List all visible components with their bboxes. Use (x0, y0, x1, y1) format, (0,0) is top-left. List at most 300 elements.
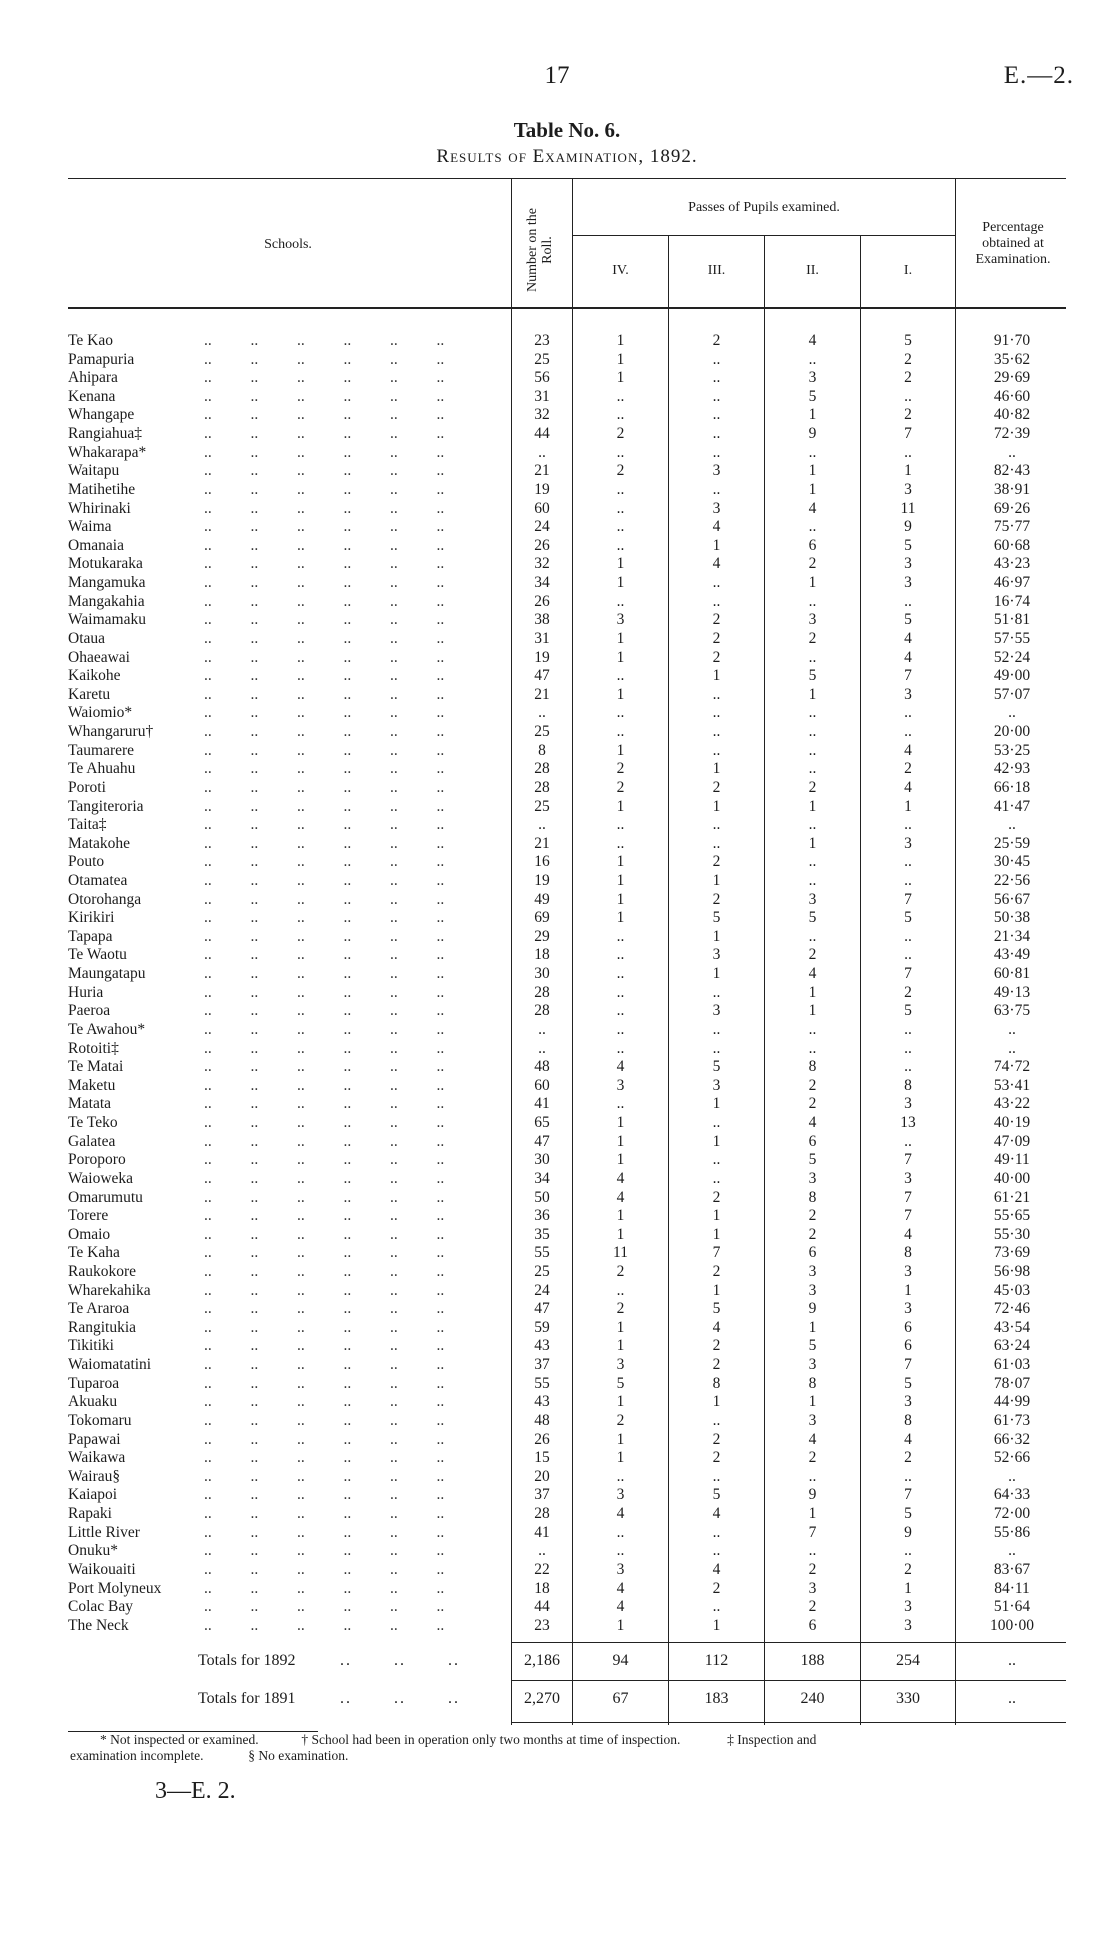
pass-iii-cell: .. (712, 685, 721, 703)
leader-dots: .. .. .. .. .. .. (204, 1188, 445, 1206)
roll-cell: 47 (534, 1300, 550, 1318)
table-row (0, 1449, 1114, 1468)
pass-iv-cell: 4 (616, 1188, 625, 1206)
leader-dots: .. .. .. .. .. .. (204, 1430, 445, 1448)
table-row (0, 928, 1114, 947)
table-row (0, 332, 1114, 351)
totals-bottom-rule (512, 1722, 1066, 1723)
pass-i-cell: 3 (904, 1169, 912, 1187)
leader-dots: .. .. .. .. .. .. (204, 1523, 445, 1541)
pass-i-cell: 8 (904, 1244, 912, 1262)
pass-iii-cell: 3 (712, 946, 721, 964)
roll-cell: .. (538, 443, 546, 461)
table-row (0, 500, 1114, 519)
pass-iv-cell: 1 (616, 1318, 625, 1336)
school-name: Tapapa (68, 927, 113, 945)
roll-column-header-text: Number on the Roll. (525, 208, 555, 292)
pass-iv-cell: 3 (616, 1076, 625, 1094)
pass-ii-cell: 1 (808, 983, 817, 1001)
pass-iv-cell: 1 (616, 1225, 625, 1243)
percentage-cell: 41·47 (993, 797, 1031, 815)
pass-iv-cell: 1 (616, 555, 625, 573)
roll-cell: 23 (534, 1616, 550, 1634)
pass-ii-cell: 6 (808, 1132, 817, 1150)
pass-iii-cell: .. (712, 1542, 721, 1560)
pass-iii-cell: .. (712, 1523, 721, 1541)
leader-dots: .. .. .. .. .. .. (204, 927, 445, 945)
pass-ii-cell: 1 (808, 1318, 817, 1336)
percentage-column-header: Percentage obtained at Examination. (975, 220, 1051, 267)
header-bottom-rule (68, 307, 1066, 309)
pass-iii-cell: 4 (712, 1505, 721, 1523)
percentage-cell: .. (1008, 1467, 1016, 1485)
pass-iii-cell: 2 (712, 778, 721, 796)
pass-i-cell: 7 (904, 1356, 912, 1374)
percentage-cell: 40·19 (993, 1114, 1031, 1132)
pass-iv-cell: 2 (616, 1300, 625, 1318)
leader-dots: .. .. .. .. .. .. (204, 1020, 445, 1038)
school-name: Mangakahia (68, 592, 145, 610)
table-row (0, 351, 1114, 370)
pass-i-cell: 3 (904, 555, 912, 573)
pass-ii-cell: 3 (808, 1411, 817, 1429)
totals-iii: 183 (704, 1690, 729, 1707)
pass-iv-cell: .. (616, 1039, 625, 1057)
roll-cell: 21 (534, 462, 550, 480)
school-name: Otorohanga (68, 890, 142, 908)
table-row (0, 1151, 1114, 1170)
pass-i-cell: 1 (904, 462, 912, 480)
percentage-cell: 42·93 (993, 760, 1031, 778)
roll-cell: 43 (534, 1393, 550, 1411)
table-row (0, 1002, 1114, 1021)
school-name: Ohaeawai (68, 648, 130, 666)
roll-cell: 19 (534, 480, 550, 498)
pass-i-cell: 4 (904, 648, 912, 666)
totals-roll: 2,186 (524, 1652, 560, 1669)
leader-dots: .. .. .. .. .. .. (204, 1095, 445, 1113)
pass-ii-cell: .. (808, 443, 817, 461)
percentage-cell: 72·39 (993, 425, 1031, 443)
pass-i-cell: 3 (904, 685, 912, 703)
pass-iv-cell: .. (616, 946, 625, 964)
pass-ii-cell: 1 (808, 462, 817, 480)
pass-iv-cell: 1 (616, 574, 625, 592)
table-row (0, 1580, 1114, 1599)
pass-i-cell: 5 (904, 536, 912, 554)
pass-ii-cell: 3 (808, 1263, 817, 1280)
pass-ii-cell: 8 (808, 1188, 817, 1206)
percentage-cell: 66·18 (993, 778, 1031, 796)
school-name: Whangaruru† (68, 723, 154, 741)
roll-cell: 31 (534, 387, 550, 405)
pass-i-cell: 3 (904, 1393, 912, 1411)
percentage-cell: 84·11 (994, 1579, 1030, 1597)
leader-dots: .. .. .. .. .. .. (204, 1393, 445, 1411)
percentage-cell: 73·69 (993, 1244, 1031, 1262)
pass-iii-cell: 2 (712, 890, 721, 908)
pass-ii-cell: 2 (808, 1095, 817, 1113)
pass-iv-cell: .. (616, 983, 625, 1001)
leader-dots: .. .. .. .. .. .. (204, 965, 445, 983)
roll-cell: 15 (534, 1449, 550, 1467)
pass-i-cell: 5 (904, 1505, 912, 1523)
pass-iv-cell: .. (616, 387, 625, 405)
pass-iii-cell: 1 (712, 927, 721, 945)
table-row (0, 779, 1114, 798)
percentage-cell: 63·75 (993, 1002, 1031, 1020)
school-name: Akuaku (68, 1393, 118, 1411)
passes-column-header: Passes of Pupils examined. (688, 200, 840, 215)
footnote-incomplete-a: ‡ Inspection and (727, 1732, 817, 1747)
school-name: Matihetihe (68, 480, 136, 498)
table-row (0, 574, 1114, 593)
footnote-incomplete-b: examination incomplete. (70, 1748, 204, 1763)
school-name: Matata (68, 1095, 112, 1113)
school-name: Maungatapu (68, 965, 146, 983)
pass-iv-cell: 1 (616, 1430, 625, 1448)
pass-ii-cell: 9 (808, 425, 817, 443)
pass-ii-cell: 4 (808, 1114, 817, 1132)
school-name: Colac Bay (68, 1598, 133, 1616)
leader-dots: .. .. .. .. .. .. (204, 1225, 445, 1243)
pass-iv-cell: 1 (616, 797, 625, 815)
table-row (0, 1226, 1114, 1245)
footnote-line-2 (70, 1748, 1050, 1763)
school-name: Omaio (68, 1225, 111, 1243)
leader-dots: .. .. .. .. .. .. (204, 574, 445, 592)
roll-cell: 55 (534, 1244, 550, 1262)
pass-iii-cell: .. (712, 1467, 721, 1485)
pass-i-cell: 5 (904, 1002, 912, 1020)
pass-i-cell: .. (904, 387, 912, 405)
school-name: Tuparoa (68, 1374, 120, 1392)
pass-iii-cell: .. (712, 816, 721, 834)
pass-ii-cell: 1 (808, 797, 817, 815)
roll-cell: 26 (534, 1430, 550, 1448)
table-row (0, 760, 1114, 779)
pass-iv-cell: .. (616, 965, 625, 983)
school-name: Te Kao (68, 332, 113, 349)
pass-i-cell: 3 (904, 1263, 912, 1280)
roll-cell: .. (538, 704, 546, 722)
school-name: Waiomio* (68, 704, 133, 722)
pass-ii-cell: 2 (808, 1225, 817, 1243)
percentage-cell: 61·21 (993, 1188, 1031, 1206)
table-row (0, 406, 1114, 425)
school-name: Maketu (68, 1076, 116, 1094)
pass-i-cell: .. (904, 723, 912, 741)
pass-ii-cell: .. (808, 760, 817, 778)
pass-iv-cell: .. (616, 443, 625, 461)
totals-i: 254 (896, 1652, 920, 1669)
pass-i-cell: .. (904, 1058, 912, 1076)
school-name: Rangitukia (68, 1318, 137, 1336)
roll-cell: 50 (534, 1188, 550, 1206)
pass-iii-cell: .. (712, 369, 721, 387)
roll-cell: 26 (534, 592, 550, 610)
pass-ii-cell: 6 (808, 1616, 817, 1634)
school-name: Kaiapoi (68, 1486, 118, 1504)
table-row (0, 704, 1114, 723)
percentage-cell: 57·55 (993, 629, 1031, 647)
leader-dots: .. .. .. .. .. .. (204, 499, 445, 517)
pass-iv-cell: .. (616, 406, 625, 424)
leader-dots: .. .. .. .. .. .. (204, 909, 445, 927)
pass-iii-cell: .. (712, 350, 721, 368)
pass-iii-cell: .. (712, 1114, 721, 1132)
pass-iii-cell: .. (712, 741, 721, 759)
school-name: Mangamuka (68, 574, 146, 592)
pass-ii-cell: 3 (808, 1169, 817, 1187)
pass-iv-cell: 4 (616, 1505, 625, 1523)
roll-cell: 37 (534, 1486, 550, 1504)
pass-i-cell: 8 (904, 1411, 912, 1429)
footnote-two-months: † School had been in operation only two months at time of inspection. (301, 1732, 681, 1747)
leader-dots: .. .. .. .. .. .. (204, 350, 445, 368)
school-name: Raukokore (68, 1263, 137, 1280)
pass-ii-cell: .. (808, 853, 817, 871)
pass-iii-cell: 2 (712, 1188, 721, 1206)
roll-cell: 34 (534, 574, 550, 592)
percentage-cell: 75·77 (993, 518, 1031, 536)
roll-cell: 22 (534, 1560, 550, 1578)
leader-dots: .. .. .. .. .. .. (204, 1076, 445, 1094)
pass-iii-cell: .. (712, 443, 721, 461)
pass-i-cell: 3 (904, 1095, 912, 1113)
pass-ii-cell: 4 (808, 1430, 817, 1448)
pass-ii-cell: 1 (808, 480, 817, 498)
pass-i-cell: .. (904, 1542, 912, 1560)
pass-iii-cell: 2 (712, 332, 721, 349)
school-name: Karetu (68, 685, 111, 703)
percentage-cell: 63·24 (993, 1337, 1031, 1355)
school-name: Te Waotu (68, 946, 127, 964)
table-row (0, 1356, 1114, 1375)
pass-iii-cell: 1 (712, 1132, 721, 1150)
page-number: 17 (544, 62, 570, 89)
pass-iv-cell: .. (616, 1542, 625, 1560)
percentage-cell: 43·22 (993, 1095, 1031, 1113)
leader-dots: .. .. .. .. .. .. (204, 667, 445, 685)
pass-ii-cell: 1 (808, 1393, 817, 1411)
school-name: Wairau§ (68, 1467, 121, 1485)
pass-i-cell: .. (904, 871, 912, 889)
roll-cell: 59 (534, 1318, 550, 1336)
totals-top-rule (512, 1642, 1066, 1643)
leader-dots: .. .. .. .. .. .. (204, 1579, 445, 1597)
table-row (0, 667, 1114, 686)
pass-iii-cell: 5 (712, 1486, 721, 1504)
percentage-cell: 25·59 (993, 834, 1031, 852)
table-top-rule (68, 178, 1066, 179)
school-name: Pamapuria (68, 350, 135, 368)
roll-cell: 16 (534, 853, 550, 871)
pass-iv-cell: .. (616, 834, 625, 852)
pass-iv-cell: 1 (616, 871, 625, 889)
pass-iv-cell: .. (616, 499, 625, 517)
percentage-cell: 61·03 (993, 1356, 1031, 1374)
pass-ii-cell: .. (808, 741, 817, 759)
leader-dots: .. .. .. .. .. .. (204, 1300, 445, 1318)
table-row (0, 1505, 1114, 1524)
pass-iii-cell: 2 (712, 853, 721, 871)
pass-ii-cell: 3 (808, 611, 817, 629)
pass-ii-cell: .. (808, 871, 817, 889)
totals-leader-dots: .. .. .. (340, 1652, 460, 1669)
pass-i-cell: 7 (904, 1151, 912, 1169)
leader-dots: .. .. .. .. .. .. (204, 425, 445, 443)
table-row (0, 425, 1114, 444)
pass-iv-cell: 4 (616, 1598, 625, 1616)
pass-ii-cell: 2 (808, 555, 817, 573)
leader-dots: .. .. .. .. .. .. (204, 704, 445, 722)
pass-ii-cell: .. (808, 1039, 817, 1057)
pass-ii-cell: 2 (808, 946, 817, 964)
school-name: Taumarere (68, 741, 135, 759)
pass-ii-cell: 5 (808, 1151, 817, 1169)
pass-i-cell: 5 (904, 611, 912, 629)
leader-dots: .. .. .. .. .. .. (204, 797, 445, 815)
leader-dots: .. .. .. .. .. .. (204, 723, 445, 741)
pass-i-cell: .. (904, 704, 912, 722)
pass-i-cell: 6 (904, 1318, 912, 1336)
percentage-cell: 38·91 (993, 480, 1031, 498)
roll-cell: 55 (534, 1374, 550, 1392)
roll-cell: 38 (534, 611, 550, 629)
table-row (0, 1282, 1114, 1301)
pass-i-cell: 4 (904, 1430, 912, 1448)
pass-iv-cell: 4 (616, 1058, 625, 1076)
table-row (0, 611, 1114, 630)
table-row (0, 1598, 1114, 1617)
leader-dots: .. .. .. .. .. .. (204, 1411, 445, 1429)
table-row (0, 1263, 1114, 1282)
percentage-cell: 100·00 (990, 1616, 1034, 1634)
pass-i-cell: 8 (904, 1076, 912, 1094)
schools-column-header: Schools. (264, 237, 312, 252)
pass-iii-cell: 3 (712, 499, 721, 517)
pass-iv-cell: .. (616, 1523, 625, 1541)
roll-cell: 32 (534, 406, 550, 424)
leader-dots: .. .. .. .. .. .. (204, 1244, 445, 1262)
pass-ii-cell: 2 (808, 778, 817, 796)
table-row (0, 1431, 1114, 1450)
roll-cell: 44 (534, 425, 550, 443)
pass-iv-cell: 3 (616, 1560, 625, 1578)
leader-dots: .. .. .. .. .. .. (204, 760, 445, 778)
pass-iv-cell: 4 (616, 1579, 625, 1597)
pass-iii-cell: 8 (712, 1374, 721, 1392)
pass-iii-cell: 1 (712, 536, 721, 554)
pass-ii-cell: 2 (808, 1076, 817, 1094)
pass-iv-cell: 2 (616, 425, 625, 443)
table-row (0, 1244, 1114, 1263)
pass-iv-cell: .. (616, 816, 625, 834)
school-name: Paeroa (68, 1002, 111, 1020)
pass-iv-cell: 4 (616, 1169, 625, 1187)
pass-i-cell: 3 (904, 574, 912, 592)
pass-iii-cell: .. (712, 1020, 721, 1038)
pass-ii-cell: .. (808, 816, 817, 834)
roll-cell: 65 (534, 1114, 550, 1132)
roll-cell: .. (538, 1020, 546, 1038)
pass-i-cell: 13 (900, 1114, 916, 1132)
pass-i-cell: 4 (904, 778, 912, 796)
leader-dots: .. .. .. .. .. .. (204, 1114, 445, 1132)
roll-cell: 35 (534, 1225, 550, 1243)
pass-iv-cell: .. (616, 518, 625, 536)
table-row (0, 686, 1114, 705)
pass-iii-cell: 1 (712, 965, 721, 983)
pass-i-cell: .. (904, 1132, 912, 1150)
percentage-cell: 45·03 (993, 1281, 1031, 1299)
pass-iv-cell: .. (616, 667, 625, 685)
pass-i-cell: 7 (904, 890, 912, 908)
school-name: Galatea (68, 1132, 116, 1150)
leader-dots: .. .. .. .. .. .. (204, 1467, 445, 1485)
school-name: Waikawa (68, 1449, 126, 1467)
percentage-cell: 82·43 (993, 462, 1031, 480)
leader-dots: .. .. .. .. .. .. (204, 1374, 445, 1392)
leader-dots: .. .. .. .. .. .. (204, 1486, 445, 1504)
roll-cell: 28 (534, 760, 550, 778)
totals-iv: 94 (612, 1652, 629, 1669)
pass-iv-cell: 2 (616, 1263, 625, 1280)
pass-i-cell: 2 (904, 1560, 912, 1578)
school-name: Torere (68, 1207, 109, 1225)
leader-dots: .. .. .. .. .. .. (204, 685, 445, 703)
leader-dots: .. .. .. .. .. .. (204, 332, 445, 349)
pass-ii-cell: .. (808, 1020, 817, 1038)
pass-iv-cell: .. (616, 1467, 625, 1485)
pass-i-cell: 3 (904, 1598, 912, 1616)
percentage-cell: 46·97 (993, 574, 1031, 592)
leader-dots: .. .. .. .. .. .. (204, 518, 445, 536)
leader-dots: .. .. .. .. .. .. (204, 1058, 445, 1076)
pass-i-cell: 9 (904, 518, 912, 536)
pass-ii-cell: 5 (808, 667, 817, 685)
leader-dots: .. .. .. .. .. .. (204, 480, 445, 498)
school-name: Omanaia (68, 536, 124, 554)
roll-cell: 48 (534, 1411, 550, 1429)
table-row (0, 593, 1114, 612)
school-name: Motukaraka (68, 555, 143, 573)
school-name: Waikouaiti (68, 1560, 136, 1578)
leader-dots: .. .. .. .. .. .. (204, 555, 445, 573)
table-row (0, 1412, 1114, 1431)
totals-leader-dots: .. .. .. (340, 1690, 460, 1707)
table-row (0, 388, 1114, 407)
pass-i-cell: 7 (904, 965, 912, 983)
pass-iii-cell: .. (712, 1411, 721, 1429)
pass-iv-cell: 5 (616, 1374, 625, 1392)
pass-i-cell: 3 (904, 1616, 912, 1634)
pass-iv-cell: 1 (616, 909, 625, 927)
pass-iv-cell: .. (616, 480, 625, 498)
pass-ii-cell: 2 (808, 1449, 817, 1467)
percentage-cell: 49·13 (993, 983, 1031, 1001)
roll-cell: 21 (534, 685, 550, 703)
percentage-cell: 56·98 (993, 1263, 1031, 1280)
pass-iv-cell: .. (616, 1095, 625, 1113)
table-row (0, 1468, 1114, 1487)
pass-i-cell: 4 (904, 741, 912, 759)
roll-column-header (512, 205, 568, 295)
school-name: Matakohe (68, 834, 130, 852)
table-row (0, 1021, 1114, 1040)
pass-iii-cell: .. (712, 387, 721, 405)
